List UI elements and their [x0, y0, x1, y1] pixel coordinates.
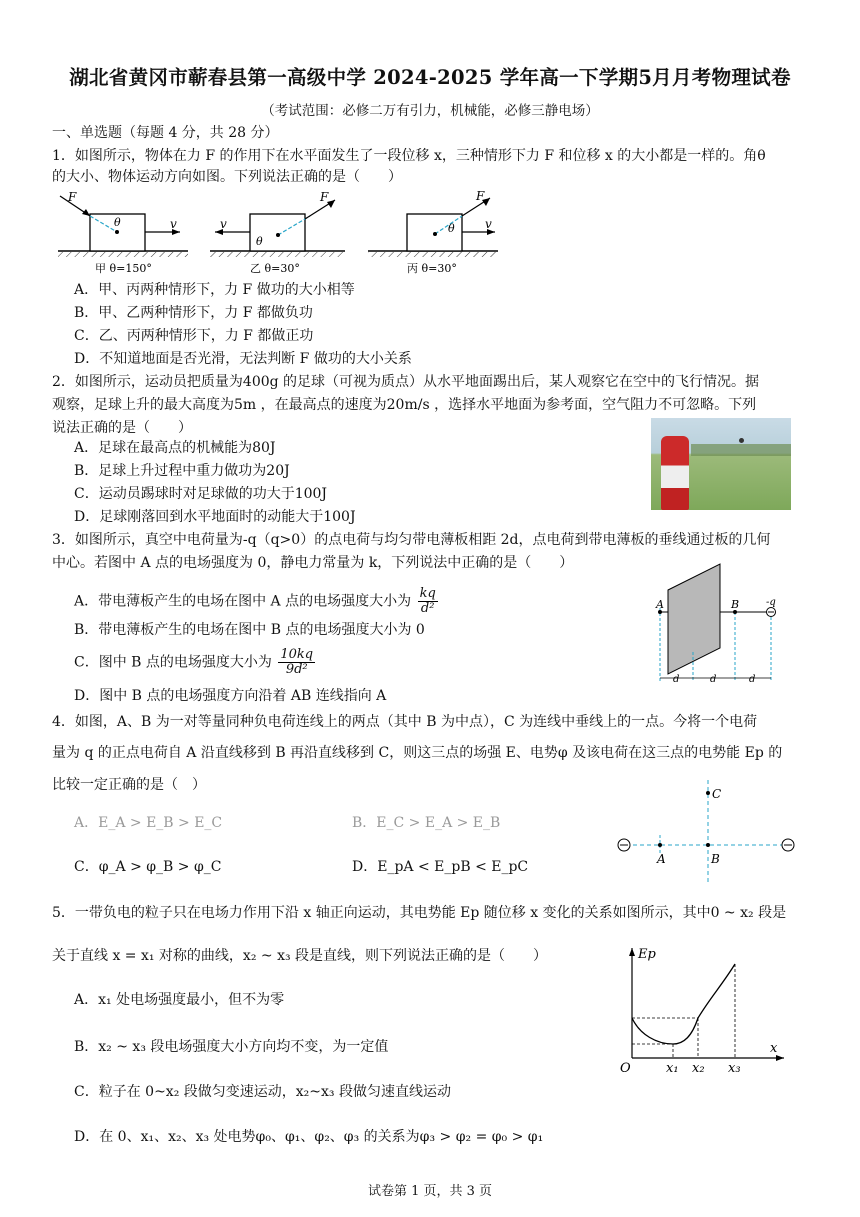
q3-option-c-text: C．图中 B 点的电场强度大小为 — [74, 654, 272, 671]
soccer-photo — [651, 418, 791, 510]
q4-option-a[interactable]: A．E_A > E_B > E_C — [74, 815, 223, 831]
q3-frac-c-den: 9d² — [285, 662, 308, 677]
q5-axis-x: x — [770, 1041, 778, 1056]
q2-option-c[interactable]: C．运动员踢球时对足球做的功大于100J — [74, 486, 328, 502]
q2-option-b[interactable]: B．足球上升过程中重力做功为20J — [74, 463, 290, 479]
q3-label-q: -q — [766, 597, 776, 608]
q4-stem-line1: 4．如图，A、B 为一对等量同种负电荷连线上的两点（其中 B 为中点），C 为连线中垂线上的一点。今将一个电荷 — [52, 714, 758, 730]
q3-frac-a-num: kq — [419, 586, 436, 601]
q1-bing-F: F — [476, 189, 485, 203]
q4-option-c[interactable]: C．φ_A > φ_B > φ_C — [74, 859, 222, 875]
q4-option-b[interactable]: B．E_C > E_A > E_B — [352, 815, 501, 831]
q3-option-b[interactable]: B．带电薄板产生的电场在图中 B 点的电场强度大小为 0 — [74, 622, 425, 638]
q3-label-d3: d — [749, 674, 756, 685]
q5-stem-line2: 关于直线 x = x₁ 对称的曲线，x₂ ~ x₃ 段是直线，则下列说法正确的是（ ） — [52, 948, 548, 964]
q3-label-d1: d — [673, 674, 680, 685]
q3-stem-line1: 3．如图所示，真空中电荷量为-q（q>0）的点电荷与均匀带电薄板相距 2d，点电荷到带电薄板的垂线通过板的几何 — [52, 532, 771, 548]
q3-stem-line2: 中心。若图中 A 点的电场强度为 0，静电力常量为 k，下列说法中正确的是（ ） — [52, 555, 574, 571]
q1-bing-caption: 丙 θ=30° — [407, 262, 457, 275]
q4-stem-line3: 比较一定正确的是（ ） — [52, 777, 206, 793]
q5-option-b[interactable]: B．x₂ ~ x₃ 段电场强度大小方向均不变，为一定值 — [74, 1039, 389, 1055]
page-footer: 试卷第 1 页，共 3 页 — [367, 1184, 493, 1199]
q1-figure — [50, 188, 500, 278]
q4-figure — [612, 775, 802, 890]
q5-origin: O — [620, 1061, 631, 1076]
q1-yi-v: v — [220, 217, 227, 231]
q1-yi-F: F — [320, 190, 329, 204]
q1-jia-v: v — [170, 217, 177, 231]
q3-label-d2: d — [710, 674, 717, 685]
q1-stem-line2: 的大小、物体运动方向如图。下列说法正确的是（ ） — [52, 169, 402, 185]
q1-case-bing — [368, 189, 498, 275]
q3-option-d[interactable]: D．图中 B 点的电场强度方向沿着 AB 连线指向 A — [74, 688, 387, 704]
q4-label-c: C — [712, 787, 722, 801]
q3-frac-a-den: d² — [420, 601, 435, 616]
q5-option-c[interactable]: C．粒子在 0~x₂ 段做匀变速运动，x₂~x₃ 段做匀速直线运动 — [74, 1084, 451, 1100]
q1-yi-caption: 乙 θ=30° — [250, 262, 300, 275]
q5-graph — [612, 940, 792, 1080]
section-heading: 一、单选题（每题 4 分，共 28 分） — [52, 125, 279, 141]
q5-option-a[interactable]: A．x₁ 处电场强度最小，但不为零 — [74, 992, 285, 1008]
q5-tick-x2: x₂ — [692, 1061, 705, 1076]
q1-bing-theta: θ — [448, 222, 455, 235]
q2-option-a[interactable]: A．足球在最高点的机械能为80J — [74, 440, 276, 456]
q3-option-a[interactable] — [74, 587, 438, 616]
exam-scope: （考试范围：必修二万有引力，机械能，必修三静电场） — [261, 103, 599, 119]
q1-option-a[interactable]: A．甲、丙两种情形下，力 F 做功的大小相等 — [74, 282, 355, 298]
q4-label-b: B — [711, 852, 720, 866]
q3-label-a: A — [656, 598, 664, 611]
q2-stem-line2: 观察，足球上升的最大高度为5m ，在最高点的速度为20m/s ，选择水平地面为参考面，空气阻力不可忽略。下列 — [52, 397, 757, 413]
q1-case-yi — [210, 190, 345, 275]
q1-option-c[interactable]: C．乙、丙两种情形下，力 F 都做正功 — [74, 328, 314, 344]
q4-stem-line2: 量为 q 的正点电荷自 A 沿直线移到 B 再沿直线移到 C，则这三点的场强 E、电势φ 及该电荷在这三点的电势能 Ep 的 — [52, 745, 783, 761]
q3-figure — [648, 560, 780, 692]
q1-option-d[interactable]: D．不知道地面是否光滑，无法判断 F 做功的大小关系 — [74, 351, 412, 367]
q5-axis-ep: Ep — [638, 947, 656, 962]
q2-stem-line1: 2．如图所示，运动员把质量为400g 的足球（可视为质点）从水平地面踢出后，某人观察它在空中的飞行情况。据 — [52, 374, 760, 390]
q3-option-a-text: A．带电薄板产生的电场在图中 A 点的电场强度大小为 — [74, 593, 412, 610]
page-title: 湖北省黄冈市蕲春县第一高级中学 2024-2025 学年高一下学期5月月考物理试卷 — [69, 66, 791, 89]
q1-jia-F: F — [68, 190, 77, 204]
q2-option-d[interactable]: D．足球刚落回到水平地面时的动能大于100J — [74, 509, 356, 525]
q1-stem-line1: 1．如图所示，物体在力 F 的作用下在水平面发生了一段位移 x，三种情形下力 F 和位移 x 的大小都是一样的。角θ — [52, 148, 766, 164]
q5-stem-line1: 5．一带负电的粒子只在电场力作用下沿 x 轴正向运动，其电势能 Ep 随位移 x 变化的关系如图所示，其中0 ~ x₂ 段是 — [52, 905, 787, 921]
q5-tick-x3: x₃ — [728, 1061, 741, 1076]
q1-case-jia — [58, 190, 188, 275]
q3-frac-c-num: 10kq — [280, 647, 314, 662]
q4-label-a: A — [657, 852, 666, 866]
q3-label-b: B — [731, 598, 740, 611]
q2-stem-line3: 说法正确的是（ ） — [52, 420, 192, 436]
q5-tick-x1: x₁ — [666, 1061, 679, 1076]
q5-option-d[interactable]: D．在 0、x₁、x₂、x₃ 处电势φ₀、φ₁、φ₂、φ₃ 的关系为φ₃ > φ₂ = φ₀ > φ₁ — [74, 1129, 544, 1145]
q1-bing-v: v — [485, 217, 492, 231]
q3-option-c[interactable] — [74, 648, 315, 677]
q1-jia-caption: 甲 θ=150° — [95, 262, 152, 275]
q1-jia-theta: θ — [114, 216, 121, 229]
ball-icon — [739, 438, 744, 443]
q4-option-d[interactable]: D．E_pA < E_pB < E_pC — [352, 859, 529, 875]
q1-option-b[interactable]: B．甲、乙两种情形下，力 F 都做负功 — [74, 305, 313, 321]
q1-yi-theta: θ — [256, 235, 263, 248]
